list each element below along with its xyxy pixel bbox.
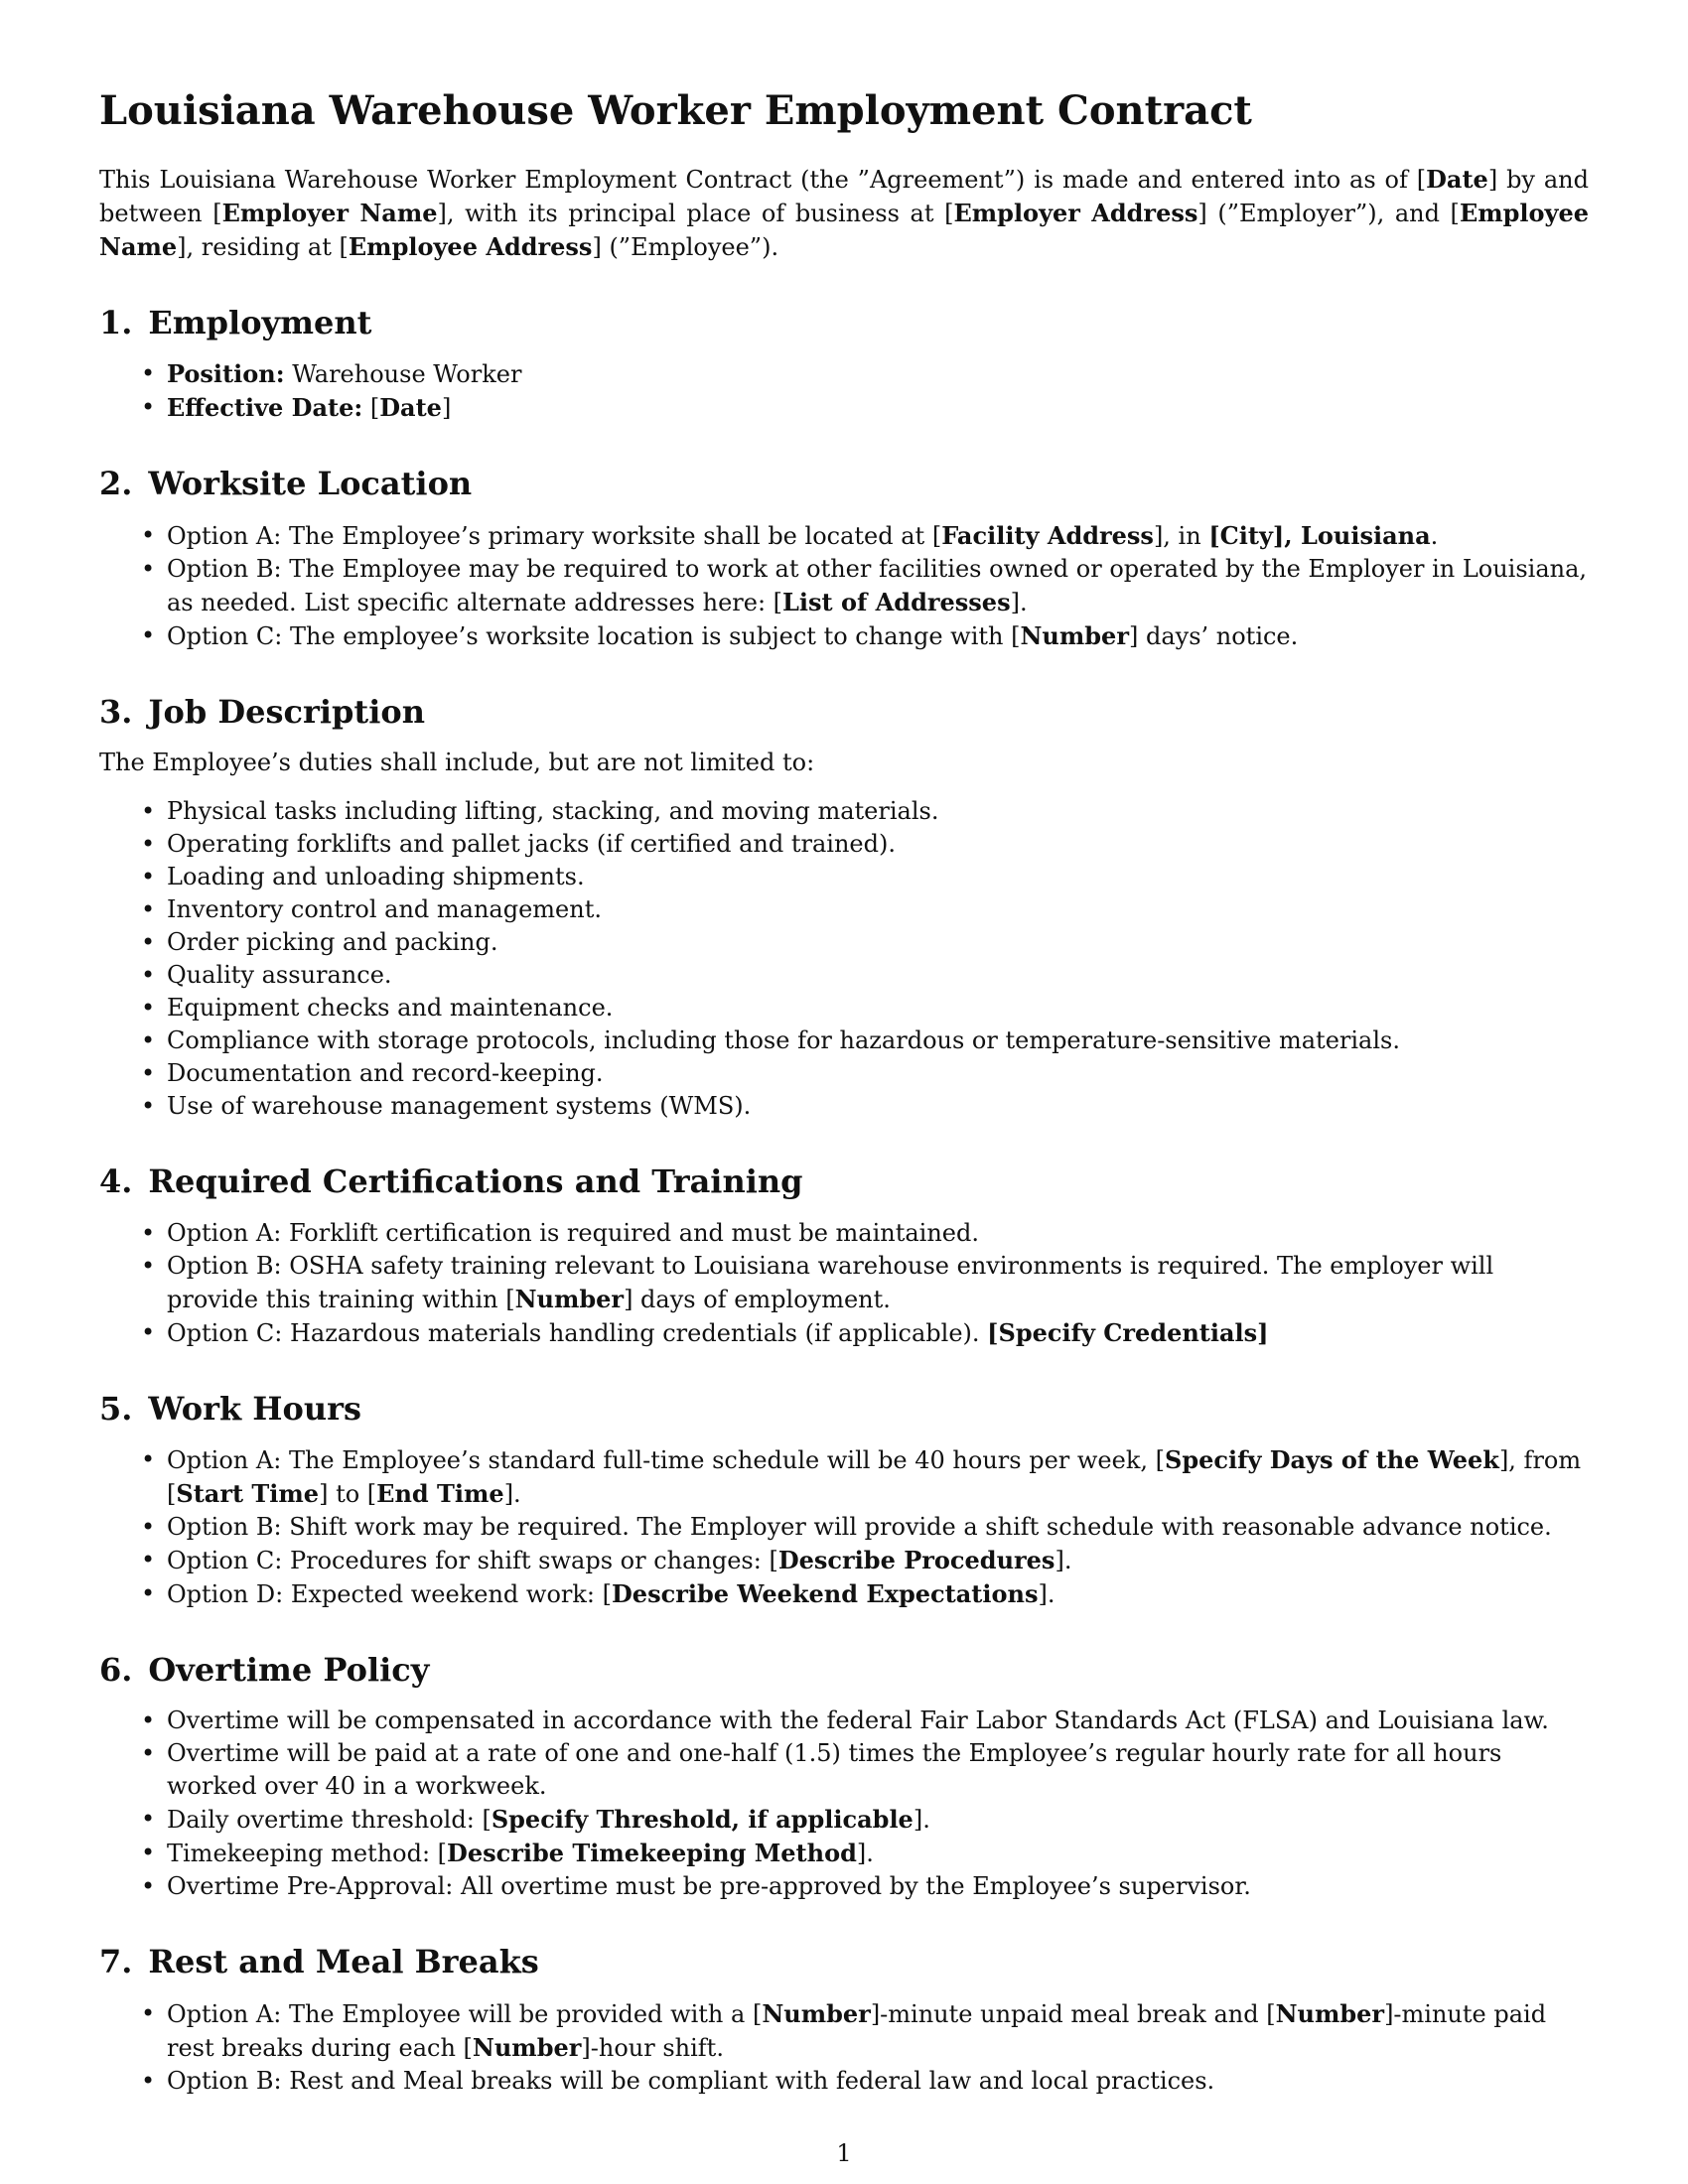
list-item — [167, 1443, 1589, 1511]
list-item — [167, 1544, 1589, 1577]
placeholder: Number — [1020, 620, 1129, 650]
list-item: • Operating forklifts and pallet jacks (if certified and trained). — [167, 828, 1589, 861]
placeholder: Describe Weekend Expectations — [611, 1578, 1039, 1608]
item-text: ], from [ — [167, 1445, 1582, 1508]
list-item — [167, 357, 1589, 391]
item-text: ] to [ — [319, 1479, 377, 1508]
placeholder: Number — [1275, 1998, 1385, 2028]
item-text: Option A: The Employee will be provided with a [ — [167, 1999, 763, 2028]
item-text: Overtime will be paid at a rate of one and one-half (1.5) times the Employee’s regular hourly rate for all hours worked over 40 in a workweek. — [167, 1739, 1502, 1801]
section-number: 4. — [99, 1162, 133, 1201]
worksite-list — [99, 519, 1589, 653]
item-text: Timekeeping method: [ — [167, 1840, 448, 1868]
intro-text: ], residing at [ — [177, 233, 349, 261]
section-heading-certifications — [99, 1162, 1589, 1200]
list-item: • Physical tasks including lifting, stacking, and moving materials. — [167, 795, 1589, 828]
item-text: ]. — [1010, 588, 1028, 616]
item-text: ]. — [1055, 1546, 1072, 1574]
item-text: Option A: Forklift certification is required and must be maintained. — [167, 1218, 980, 1247]
section-title: Rest and Meal Breaks — [148, 1943, 539, 1981]
placeholder: Start Time — [176, 1478, 320, 1508]
section-title: Employment — [148, 304, 372, 341]
list-item — [167, 1250, 1589, 1316]
intro-text: ], with its principal place of business at [ — [437, 200, 954, 227]
item-text: . — [1430, 521, 1439, 550]
item-text: Daily overtime threshold: [ — [167, 1806, 492, 1835]
item-text: ]-minute unpaid meal break and [ — [870, 1999, 1276, 2028]
page-number: 1 — [836, 2139, 852, 2167]
intro-text: ] (”Employee”). — [592, 233, 779, 261]
section-title: Work Hours — [148, 1389, 361, 1428]
section-heading-work-hours — [99, 1390, 1589, 1428]
list-item — [167, 1705, 1589, 1737]
intro-text: ] by and between [ — [99, 166, 1590, 227]
work-hours-list — [99, 1443, 1589, 1611]
section-number: 6. — [99, 1650, 133, 1689]
placeholder-date: Date — [1426, 165, 1488, 194]
placeholder: Describe Timekeeping Method — [447, 1839, 857, 1868]
placeholder: Facility Address — [941, 520, 1154, 550]
placeholder: List of Addresses — [782, 587, 1011, 616]
section-title: Required Certifications and Training — [148, 1162, 803, 1201]
list-item — [167, 1803, 1589, 1837]
list-item — [167, 1577, 1589, 1611]
list-item — [167, 1997, 1589, 2065]
breaks-list — [99, 1997, 1589, 2098]
item-text: Option C: Procedures for shift swaps or changes: [ — [167, 1546, 778, 1574]
placeholder-employer-address: Employer Address — [953, 199, 1198, 227]
list-item — [167, 1511, 1589, 1544]
item-text: ] days of employment. — [624, 1285, 891, 1313]
list-item: • Inventory control and management. — [167, 893, 1589, 926]
list-item: • Quality assurance. — [167, 959, 1589, 992]
list-item: • Equipment checks and maintenance. — [167, 992, 1589, 1024]
item-text: Option A: The Employee’s primary worksite shall be located at [ — [167, 521, 942, 550]
placeholder: Describe Procedures — [777, 1545, 1055, 1574]
section-heading-worksite-location — [99, 465, 1589, 502]
section-number: 1. — [99, 304, 133, 341]
item-text: Overtime Pre-Approval: All overtime must be pre-approved by the Employee’s supervisor. — [167, 1872, 1251, 1901]
list-item — [167, 1870, 1589, 1903]
item-text: ]-minute paid rest breaks during each [ — [167, 1999, 1547, 2062]
section-heading-job-description — [99, 693, 1589, 731]
document-title: Louisiana Warehouse Worker Employment Contract — [99, 87, 1252, 134]
list-item — [167, 519, 1589, 553]
list-item — [167, 391, 1589, 425]
placeholder: [Specify Credentials] — [987, 1317, 1269, 1347]
item-label: Effective Date: — [167, 393, 363, 423]
certifications-list — [99, 1217, 1589, 1350]
item-text: ]. — [1038, 1579, 1055, 1608]
list-item: • Use of warehouse management systems (WMS). — [167, 1090, 1589, 1123]
placeholder: Number — [762, 1998, 871, 2028]
placeholder: Specify Days of the Week — [1165, 1444, 1499, 1474]
placeholder: Number — [514, 1284, 625, 1313]
job-description-intro: The Employee’s duties shall include, but are not limited to: — [99, 749, 815, 777]
item-text: Option D: Expected weekend work: [ — [167, 1579, 612, 1608]
item-text: ] days’ notice. — [1128, 621, 1299, 650]
section-number: 7. — [99, 1943, 133, 1981]
list-item — [167, 1737, 1589, 1803]
section-heading-overtime-policy — [99, 1651, 1589, 1689]
list-item — [167, 2065, 1589, 2098]
item-text: ]. — [856, 1840, 874, 1868]
list-item — [167, 619, 1589, 653]
item-text: Warehouse Worker — [284, 360, 522, 389]
item-text: ]. — [913, 1806, 930, 1835]
section-heading-rest-meal-breaks — [99, 1943, 1589, 1980]
placeholder: Number — [472, 2032, 582, 2062]
item-text: ]-hour shift. — [581, 2033, 724, 2062]
item-text: Option B: Rest and Meal breaks will be compliant with federal law and local practices. — [167, 2066, 1215, 2095]
item-text: ] — [441, 394, 452, 423]
list-item — [167, 1837, 1589, 1870]
intro-text: This Louisiana Warehouse Worker Employment Contract (the ”Agreement”) is made and entered into as of [ — [99, 166, 1427, 194]
item-text: Option A: The Employee’s standard full-time schedule will be 40 hours per week, [ — [167, 1445, 1165, 1474]
placeholder: [City], Louisiana — [1208, 520, 1431, 550]
section-number: 2. — [99, 465, 133, 503]
item-text: Option B: Shift work may be required. The Employer will provide a shift schedule with reasonable advance notice. — [167, 1512, 1552, 1541]
section-title: Job Description — [148, 692, 425, 731]
item-text: [ — [362, 394, 380, 423]
list-item: • Documentation and record-keeping. — [167, 1057, 1589, 1090]
document-page — [99, 87, 1589, 2098]
list-item — [167, 1316, 1589, 1350]
item-text: ], in — [1153, 521, 1209, 550]
item-text: Overtime will be compensated in accordance with the federal Fair Labor Standards Act (FLSA) and Louisiana law. — [167, 1706, 1549, 1735]
item-text: Option C: Hazardous materials handling credentials (if applicable). — [167, 1318, 988, 1347]
employment-list — [99, 357, 1589, 425]
list-item: • Loading and unloading shipments. — [167, 861, 1589, 893]
list-item: • Compliance with storage protocols, including those for hazardous or temperature-sensitive materials. — [167, 1024, 1589, 1057]
list-item — [167, 1217, 1589, 1250]
list-item: • Order picking and packing. — [167, 926, 1589, 959]
section-heading-employment — [99, 304, 1589, 341]
placeholder-employee-address: Employee Address — [348, 232, 593, 261]
item-text: Option B: The Employee may be required to work at other facilities owned or operated by the Employer in Louisiana, as needed. List specific alternate addresses here: [ — [167, 554, 1588, 616]
item-text: Option B: OSHA safety training relevant to Louisiana warehouse environments is required. The employer will provide this training within [ — [167, 1251, 1494, 1313]
section-number: 3. — [99, 692, 133, 731]
list-item — [167, 553, 1589, 619]
intro-paragraph — [99, 163, 1589, 264]
overtime-list — [99, 1705, 1589, 1903]
section-title: Overtime Policy — [148, 1650, 430, 1689]
section-title: Worksite Location — [148, 465, 473, 503]
item-label: Position: — [167, 359, 285, 389]
intro-text: ] (”Employer”), and [ — [1197, 200, 1460, 227]
duties-list — [99, 795, 1589, 1123]
placeholder-employee-name: Employee Name — [99, 199, 1590, 261]
item-text: Option C: The employee’s worksite location is subject to change with [ — [167, 621, 1021, 650]
placeholder: Specify Threshold, if applicable — [491, 1805, 914, 1835]
placeholder-employer-name: Employer Name — [221, 199, 438, 227]
section-number: 5. — [99, 1389, 133, 1428]
item-text: ]. — [503, 1479, 521, 1508]
placeholder: End Time — [376, 1478, 504, 1508]
placeholder: Date — [379, 393, 442, 423]
